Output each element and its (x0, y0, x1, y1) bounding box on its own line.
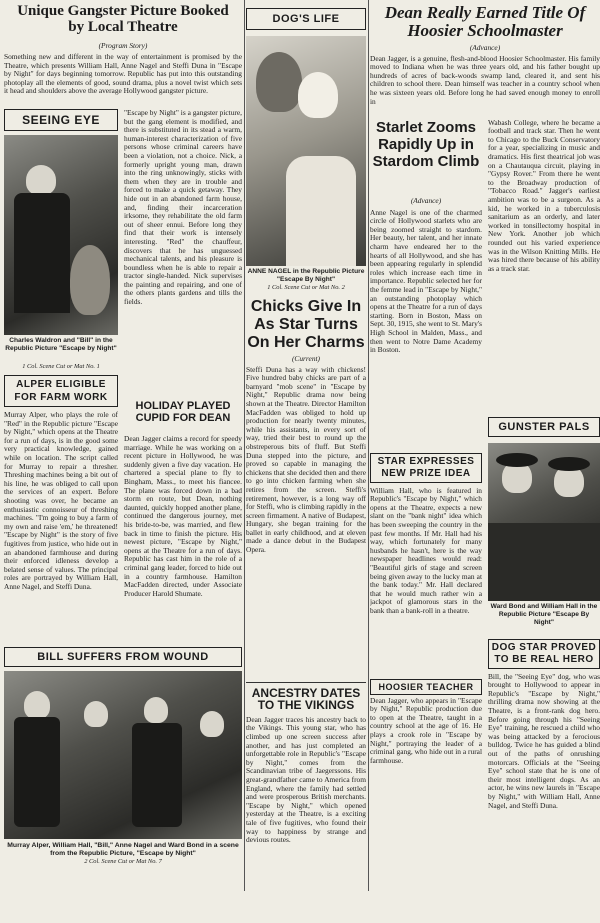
star-prize-text: William Hall, who is featured in Republic's "Escape by Night," which opens at the Theatre, expects a new slant on the "bank night" idea which has been sweeping the country in the past few months. If Mr. Hall had his way, which fortunately for many husbands he hasn't, here is the way newspaper headlines would read: "Beautiful girls of stage and screen being given away to the lucky man at the bank today." Mr. Hall declared that he would much rather win a jackpot of glamorous stars in the bank than a bank-roll in a theatre. (370, 486, 482, 615)
dean-headline: Dean Really Earned Title Of Hoosier Schoolmaster (384, 3, 586, 40)
photo-group-scene (4, 671, 242, 839)
photo-gunster-pals (488, 443, 600, 601)
dog-star-box: DOG STAR PROVED TO BE REAL HERO (488, 639, 600, 669)
photo-anne-nagel (246, 36, 366, 266)
hoosier-text: Dean Jagger, who appears in "Escape by Night," Republic production due to open at the Theatre, taught in a country school at the age of 16. He plays a crook role in "Escape by Night," portraying the leader of a criminal gang, who hide out in a rural farmhouse. (370, 696, 482, 765)
woman-body (286, 156, 356, 266)
dean-continued: Wabash College, where he became a football and track star. Then he went to Chicago to the Buck Conservatory for a year, specializing in music and dramatics. His first theatrical job was on a Chautauqua circuit, playing in "Gypsy Rover." From there he went to the Broadway production of "Tobacco Road." Jagger's earliest ambition was to be a surgeon. As a kid, he worked in a tuberculosis sanitarium as an orderly, and later worked in tonsillectomy hospital in New York. Another job which rounded out his varied experience was in the Wilson Knitting Mills. He was hired there because of his ability as a track star. (488, 118, 600, 273)
woman-head (298, 72, 338, 118)
alper-box: ALPER ELIGIBLE FOR FARM WORK (4, 375, 118, 407)
gunster-caption: Ward Bond and William Hall in the Republic Picture "Escape By Night" (490, 602, 598, 626)
photo1-caption: Charles Waldron and "Bill" in the Republic Picture "Escape by Night" (5, 337, 117, 352)
seeing-eye-box: SEEING EYE (4, 109, 118, 131)
story-label: (Program Story) (98, 41, 148, 50)
photo1-mat: 1 Col. Scene Cut or Mat No. 1 (22, 363, 100, 370)
divider-1 (244, 0, 245, 891)
column-middle (246, 0, 366, 844)
chicks-headline: Chicks Give In As Star Turns On Her Charms (247, 298, 365, 351)
rule-mid (246, 682, 366, 683)
dogs-life-box: DOG'S LIFE (246, 8, 366, 30)
starlet-label: (Advance) (410, 195, 442, 205)
alper-text: Murray Alper, who plays the role of "Red" in the Republic picture "Escape by Night," which opens at the Theatre for a run of days, is in the good some very practical knowledge, gained while on location. The script called for Murray to repair a thresher. Threshing machines being a bit out of his line, he was obliged to call upon the services of an expert. Before shooting was over, he became an enthusiastic connoisseur of threshing machines. "I'm going to buy a farm of my own and raise 'em,' he threatened! "Escape by Night" is the story of five fugitives from justice, who hide out in an abandoned farmhouse and during their enforced idleness develop a belated sense of values. The principal roles are portrayed by William Hall, Anne Nagel, and Steffi Duna. (4, 411, 118, 591)
man-body (14, 193, 70, 313)
chicks-text: Steffi Duna has a way with chickens! Five hundred baby chicks are part of a barnyard "mob scene" in "Escape by Night," Republic drama now being shown at the Theatre. Director Hamilton MacFadden was obliged to hold up production for nearly twenty minutes, while his assistants, in every sort of way, tried their best to round up the obstreperous bits of fluff. But Steffi Duna stepped into the picture, and proved so capable in managing the chickens that she decided then and there to go into chicken farming when she retires from the screen. Steffi's retirement, however, is a long way off for Steffi, who is climbing rapidly in the screen firmament. A native of Budapest, Hungary, she began training for the ballet in early childhood, and at eleven made a dance debut in the Budapest Opera. (246, 365, 366, 555)
ancestry-text: Dean Jagger traces his ancestry back to the Vikings. This young star, who has climbed up one screen success after another, and has just completed an unforgettable role in Republic's "Escape by Night," comes from the Scandinavian tribe of Jaegerssons. His great-grandfather came to America from England, where the family had settled and were prosperous British merchants. "Escape by Night," which opened yesterday at the Theatre, is a exciting tale of five fugitives, who found their way to happiness by strange and devious routes. (246, 715, 366, 844)
dean-text: Dean Jagger, is a genuine, flesh-and-blood Hoosier Schoolmaster. His family moved to Indiana when he was three years old, and his father bought up hundreds of acres of back-woods swamp land, cleared it, and sent his children to school there. Dean himself was teacher in a country school when he was sixteen years old. Before long he had saved enough money to enroll in (370, 54, 600, 106)
photo2-mat: 2 Col. Scene Cut or Mat No. 7 (84, 858, 162, 865)
hall-hat (548, 457, 590, 471)
bill-box: BILL SUFFERS FROM WOUND (4, 647, 242, 667)
seeing-eye-story: "Escape by Night" is a gangster picture, but the gang element is modified, and there is substituted in its stead a warm, human-interest characterization of five persons whose criminal careers have been a violation, not a choice. Nick, a formerly upright young man, drawn into the ring unknowingly, sticks with them when they are in trouble and forced to make a quick getaway. They hide out in an abandoned farm house, and, finding their incarceration irksome, they rehabilitate the old farm out of sheer ennui. Before long they find that their work is intensely interesting. "Red" the chauffeur, discovers that he has unguessed mechanical talents, and his pleasure is boundless when he is able to repair a tractor single-handed. Nick supervises the painting and repairing, and one of the others plants gardens and tills the fields. (124, 109, 242, 307)
divider-2 (368, 0, 369, 891)
gunster-box: GUNSTER PALS (488, 417, 600, 437)
dog-figure (70, 245, 110, 315)
star-prize-box: STAR EXPRESSES NEW PRIZE IDEA (370, 453, 482, 483)
dog-star-text: Bill, the "Seeing Eye" dog, who was brought to Hollywood to appear in Republic's "Escape by Night," thrilling drama now showing at the Theatre, is a front-rank dog hero. Before going through his "Seeing Eye" training, he rescued a child who was being attacked by a ferocious bulldog. Twice he has guided a blind out of the paths of onrushing motorcars. Officials at the "Seeing Eye" school state that he is one of their most intelligent dogs. As an actor, he wins new laurels in "Escape by Night," with William Hall, Anne Nagel, and Steffi Duna. (488, 672, 600, 810)
person1 (24, 691, 50, 719)
holiday-headline: HOLIDAY PLAYED CUPID FOR DEAN (135, 400, 231, 424)
starlet-headline: Starlet Zooms Rapidly Up in Stardom Climb (372, 118, 480, 170)
photo-waldron-bill (4, 135, 118, 335)
bond-hat (496, 453, 538, 467)
man-figure (26, 165, 56, 195)
person4 (200, 711, 224, 737)
nagel-caption: ANNE NAGEL in the Republic Picture "Escape By Night" (247, 268, 365, 283)
photo2-caption: Murray Alper, William Hall, "Bill," Anne Nagel and Ward Bond in a scene from the Republic Picture, "Escape by Night" (7, 842, 239, 857)
dog-head (256, 52, 302, 112)
column-right (370, 0, 600, 923)
dean-label: (Advance) (469, 43, 501, 52)
person3-body (132, 723, 182, 827)
hoosier-box: HOOSIER TEACHER (370, 679, 482, 695)
person1-body (14, 717, 60, 827)
holiday-text: Dean Jagger claims a record for speedy marriage. While he was working on a recent picture in Hollywood, he was suddenly given a five day vacation. He chartered a special plane to fly to Bingham, Mass., to meet his fiancee. The plane was forced down in a bad storm en route, but Dean, nothing daunted, quickly hopped another plane, continued the dangerous journey, met his bride-to-be, was married, and flew back in time to finish the picture. His newest picture, "Escape by Night," opens at the Theatre for a run of days. Republic has cast him in the role of a criminal gang leader, forced to hide out in a country farmhouse. Hamilton MacFadden directed, under Associate Producer Harold Shumate. (124, 435, 242, 598)
chicks-label: (Current) (291, 354, 321, 363)
person2 (84, 701, 108, 727)
ancestry-headline: ANCESTRY DATES TO THE VIKINGS (251, 685, 361, 713)
starlet-text: Anne Nagel is one of the charmed circle of Hollywood starlets who are being zoomed straight to stardom. Her beauty, her talent, and her innate charm have endeared her to the hearts of all Hollywood, and she has been appearing regularly in splendid roles which increase each time in importance. Republic selected her for the femme lead in "Escape by Night," an outstanding photoplay which opens at the Theatre for a run of days starting. Born in Boston, Mass on Sept. 30, 1915, she went to St. Mary's High School in Malden, Mass., and then went to Notre Dame Academy in Boston. (370, 208, 482, 355)
column-left (4, 0, 242, 866)
nagel-mat: 1 Col. Scene Cut or Mat No. 2 (267, 284, 345, 291)
person3 (144, 697, 168, 723)
headline-gangster: Unique Gangster Picture Booked by Local Theatre (17, 3, 229, 35)
suits (488, 523, 600, 601)
intro-text: Something new and different in the way of entertainment is promised by the Theatre, which presents William Hall, Anne Nagel and Steffi Duna in "Escape by Night" for days beginning tomorrow. Republic has put into this outstanding photoplay all the elements of good, sound drama, plus a novel twist which sets it head and shoulders above the average Hollywood gangster picture. (4, 53, 242, 96)
